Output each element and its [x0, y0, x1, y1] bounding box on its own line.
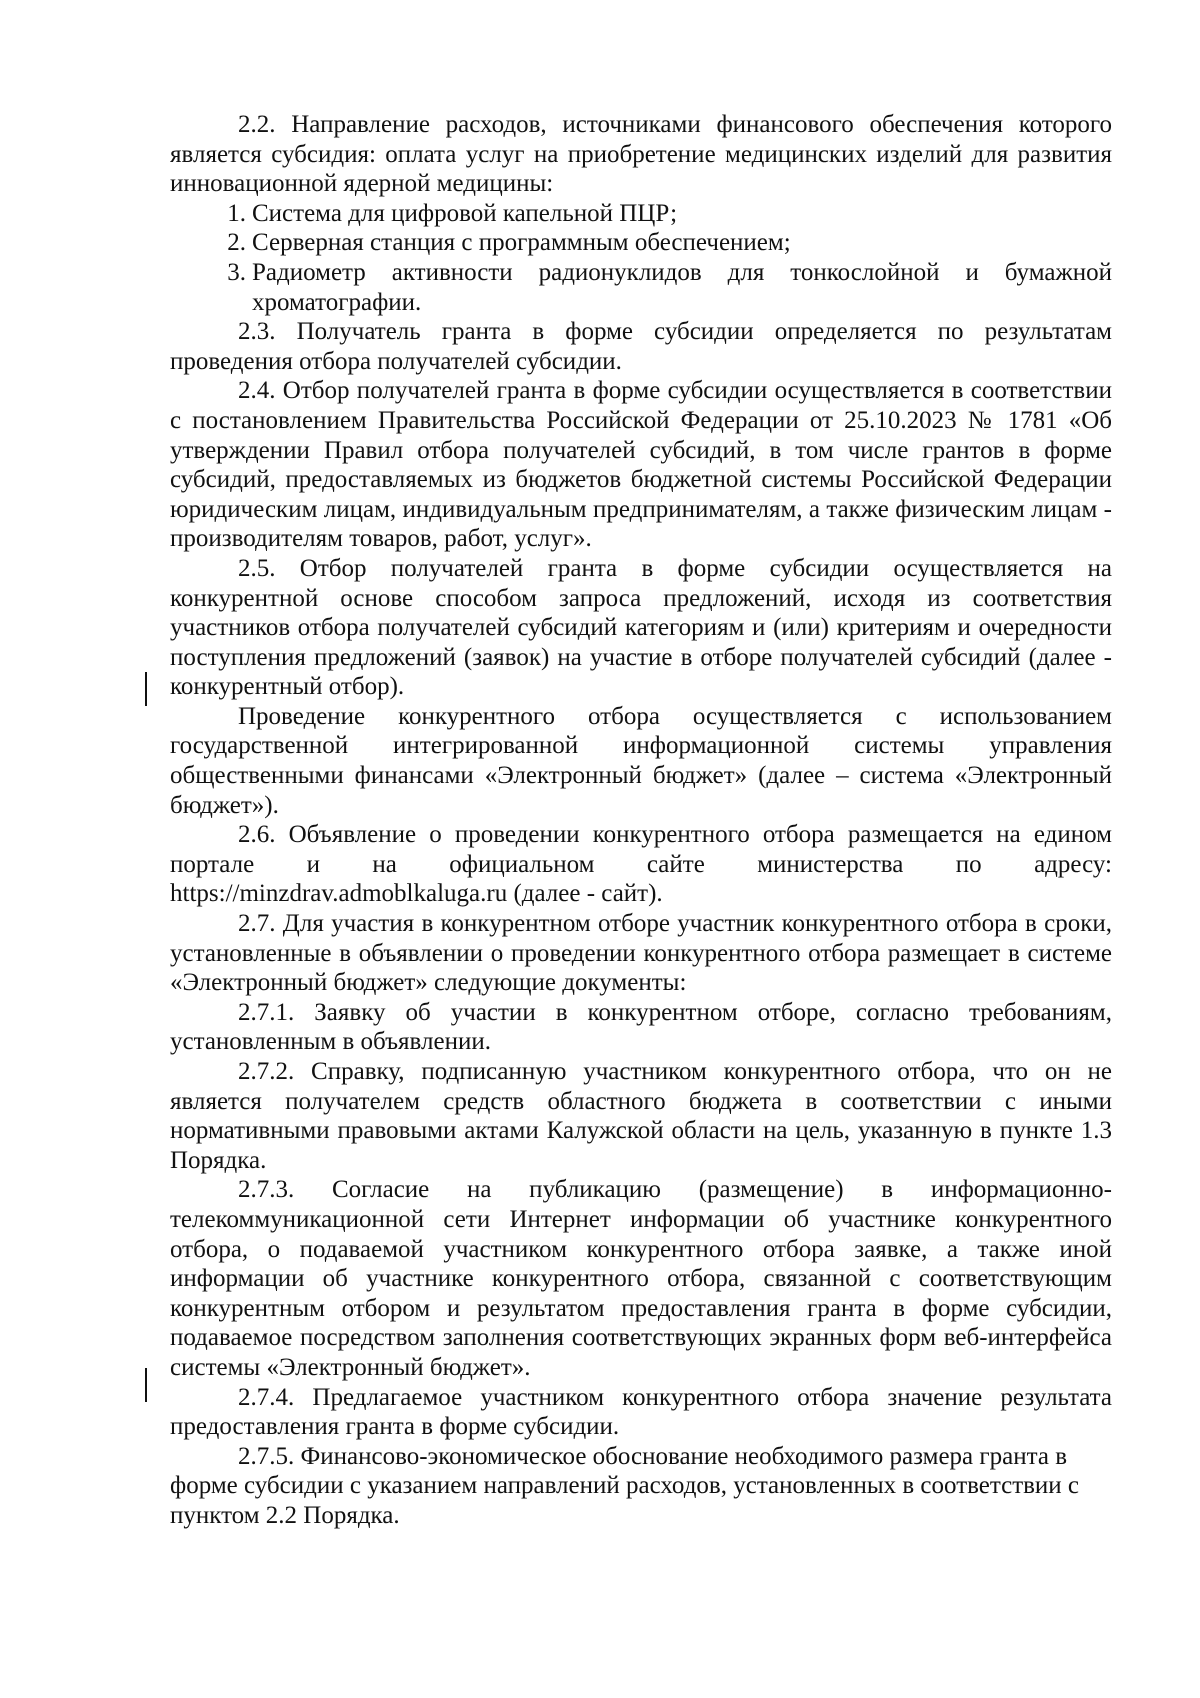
paragraph-2-5: 2.5. Отбор получателей гранта в форме субсидии осуществляется на конкурентной основе способом запроса предложений, исходя из соответствия участников отбора получателей субсидий категориям и (или) критериям и очередности поступления предложений (заявок) на участие в отборе получателей субсидий (далее - конкурентный отбор).: [170, 554, 1112, 701]
paragraph-2-7-2: 2.7.2. Справку, подписанную участником конкурентного отбора, что он не является получателем средств областного бюджета в соответствии с иными нормативными правовыми актами Калужской области на цель, указанную в пункте 1.3 Порядка.: [170, 1058, 1112, 1174]
list-item-number: 3.: [227, 258, 246, 286]
paragraph-2-3: 2.3. Получатель гранта в форме субсидии определяется по результатам проведения отбора получателей субсидии.: [170, 318, 1112, 375]
expense-items-list: [170, 199, 1112, 317]
paragraph-2-7-1: 2.7.1. Заявку об участии в конкурентном отборе, согласно требованиям, установленным в объявлении.: [170, 998, 1112, 1056]
list-item-number: 2.: [227, 229, 246, 257]
paragraph-2-7-4: 2.7.4. Предлагаемое участником конкурентного отбора значение результата предоставления гранта в форме субсидии.: [170, 1383, 1112, 1441]
paragraph-2-4: 2.4. Отбор получателей гранта в форме субсидии осуществляется в соответствии с постановлением Правительства Российской Федерации от 25.10.2023 № 1781 «Об утверждении Правил отбора получателей субсидий, в том числе грантов в форме субсидий, предоставляемых из бюджетов бюджетной системы Российской Федерации юридическим лицам, индивидуальным предпринимателям, а также физическим лицам - производителям товаров, работ, услуг».: [170, 377, 1112, 553]
document-body: [170, 110, 1112, 1531]
paragraph-2-6: 2.6. Объявление о проведении конкурентного отбора размещается на едином портале и на официальном сайте министерства по адресу: https://minzdrav.admoblkaluga.ru (далее - сайт).: [170, 821, 1112, 908]
revision-bar: [145, 1368, 147, 1402]
list-item: [170, 199, 1112, 229]
list-item-text: Серверная станция с программным обеспечением;: [252, 229, 791, 257]
paragraph-2-7-3: 2.7.3. Согласие на публикацию (размещение) в информационно-телекоммуникационной сети Интернет информации об участнике конкурентного отбора, о подаваемой участником конкурентного отбора заявке, а также иной информации об участнике конкурентного отбора, связанной с соответствующим конкурентным отбором и результатом предоставления гранта в форме субсидии, подаваемое посредством заполнения соответствующих экранных форм веб-интерфейса системы «Электронный бюджет».: [170, 1176, 1112, 1381]
revision-bar: [145, 672, 147, 706]
paragraph-2-2: 2.2. Направление расходов, источниками финансового обеспечения которого является субсидия: оплата услуг на приобретение медицинских изделий для развития инновационной ядерной медицины:: [170, 111, 1112, 198]
list-item-number: 1.: [227, 199, 246, 227]
paragraph-2-7-5: 2.7.5. Финансово-экономическое обоснование необходимого размера гранта в форме субсидии с указанием направлений расходов, установленных в соответствии с пунктом 2.2 Порядка.: [170, 1442, 1080, 1529]
list-item: [170, 258, 1112, 317]
list-item-text: Система для цифровой капельной ПЦР;: [252, 199, 678, 227]
paragraph-electronic-budget: Проведение конкурентного отбора осуществляется с использованием государственной интегрированной информационной системы управления общественными финансами «Электронный бюджет» (далее – система «Электронный бюджет»).: [170, 702, 1112, 819]
list-item: [170, 228, 1112, 258]
paragraph-2-7: 2.7. Для участия в конкурентном отборе участник конкурентного отбора в сроки, установленные в объявлении о проведении конкурентного отбора размещает в системе «Электронный бюджет» следующие документы:: [170, 910, 1112, 997]
list-item-text: Радиометр активности радионуклидов для тонкослойной и бумажной хроматографии.: [252, 258, 1112, 316]
